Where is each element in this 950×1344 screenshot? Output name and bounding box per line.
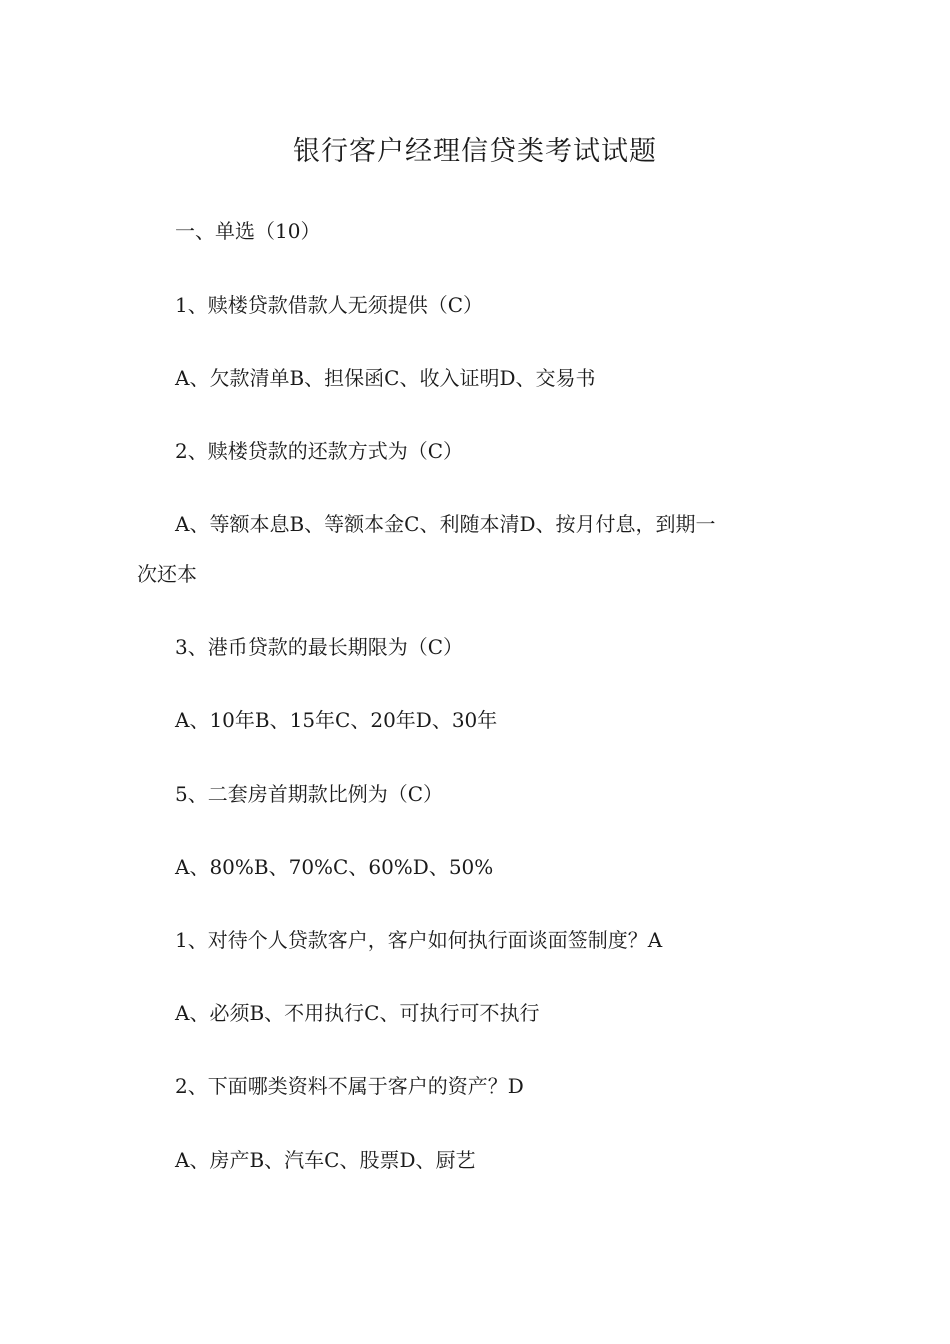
question-5-options: A、80%B、70%C、60%D、50% <box>175 855 494 879</box>
question-1b-options: A、必须B、不用执行C、可执行可不执行 <box>175 1001 540 1025</box>
question-5: 5、二套房首期款比例为（C） <box>175 782 444 806</box>
question-2-options-continued: 次还本 <box>137 562 197 586</box>
question-2: 2、赎楼贷款的还款方式为（C） <box>175 439 464 463</box>
question-2-options: A、等额本息B、等额本金C、利随本清D、按月付息，到期一 <box>175 512 716 536</box>
question-1: 1、赎楼贷款借款人无须提供（C） <box>175 293 484 317</box>
section-heading: 一、单选（10） <box>175 219 321 243</box>
question-3-options: A、10年B、15年C、20年D、30年 <box>175 708 498 732</box>
question-1-options: A、欠款清单B、担保函C、收入证明D、交易书 <box>175 366 596 390</box>
document-title: 银行客户经理信贷类考试试题 <box>293 136 657 167</box>
question-2b: 2、下面哪类资料不属于客户的资产？D <box>175 1074 524 1098</box>
question-3: 3、港币贷款的最长期限为（C） <box>175 635 464 659</box>
question-2b-options: A、房产B、汽车C、股票D、厨艺 <box>175 1148 476 1172</box>
question-1b: 1、对待个人贷款客户，客户如何执行面谈面签制度？A <box>175 928 663 952</box>
